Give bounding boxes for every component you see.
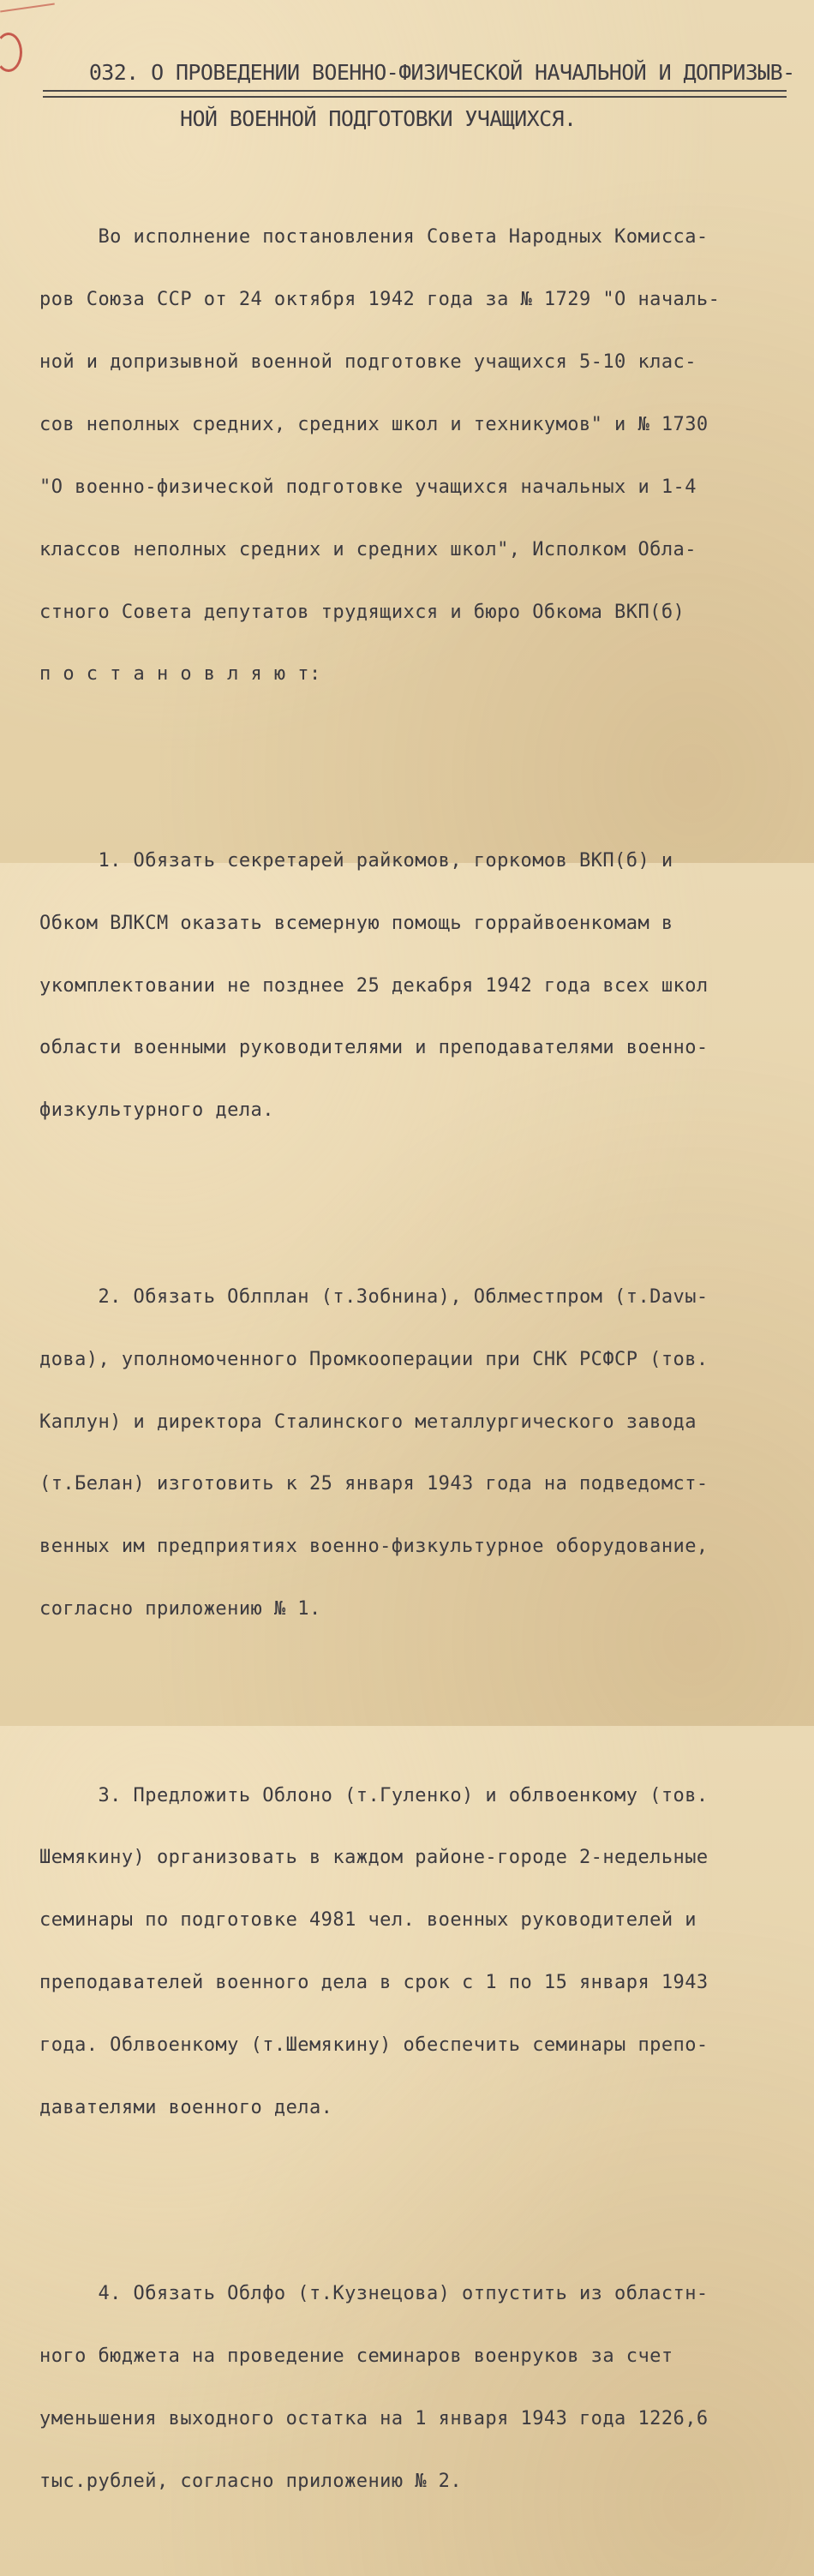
text-line: п о с т а н о в л я ю т: — [39, 663, 321, 686]
item-4-paragraph — [39, 2243, 802, 2534]
title-double-rule — [43, 90, 787, 98]
item-3-paragraph — [39, 1744, 802, 2160]
text-line: 4. Обязать Облфо (т.Кузнецова) отпустить из областн- — [39, 2283, 709, 2305]
text-line: 1. Обязать секретарей райкомов, горкомов ВКП(б) и — [39, 849, 673, 872]
title-line-1: 032. О ПРОВЕДЕНИИ ВОЕННО-ФИЗИЧЕСКОЙ НАЧАЛЬНОЙ И ДОПРИЗЫВ- — [88, 60, 795, 85]
text-line: тыс.рублей, согласно приложению № 2. — [39, 2471, 463, 2493]
text-line: области военными руководителями и преподавателями военно- — [39, 1037, 709, 1059]
text-line: согласно приложению № 1. — [39, 1598, 321, 1620]
text-line: ного бюджета на проведение семинаров военруков за счет — [39, 2345, 673, 2368]
text-line: стного Совета депутатов трудящихся и бюро Обкома ВКП(б) — [39, 601, 685, 623]
text-line: укомплектовании не позднее 25 декабря 1942 года всех школ — [39, 974, 709, 997]
text-line: года. Облвоенкому (т.Шемякину) обеспечить семинары препо- — [39, 2034, 709, 2057]
text-line: семинары по подготовке 4981 чел. военных руководителей и — [39, 1909, 697, 1932]
text-line: сов неполных средних, средних школ и техникумов" и № 1730 — [39, 413, 709, 435]
text-line: 2. Обязать Облплан (т.Зобнина), Облместпром (т.Davы- — [39, 1285, 709, 1308]
text-line: классов неполных средних и средних школ", Исполком Обла- — [39, 538, 697, 560]
text-line: физкультурного дела. — [39, 1099, 274, 1122]
text-line: Шемякину) организовать в каждом районе-городе 2-недельные — [39, 1847, 709, 1869]
item-2-paragraph — [39, 1245, 802, 1662]
red-margin-mark — [0, 33, 22, 72]
text-line: дова), уполномоченного Промкооперации при СНК РСФСР (тов. — [39, 1348, 709, 1370]
intro-paragraph — [39, 186, 802, 728]
text-line: ной и допризывной военной подготовке учащихся 5-10 клас- — [39, 350, 697, 373]
item-1-paragraph — [39, 809, 802, 1163]
text-line: "О военно-физической подготовке учащихся начальных и 1-4 — [39, 476, 697, 498]
text-line: Обком ВЛКСМ оказать всемерную помощь горрайвоенкомам в — [39, 912, 673, 934]
text-line: давателями военного дела. — [39, 2097, 333, 2119]
text-line: 3. Предложить Облоно (т.Гуленко) и облвоенкому (тов. — [39, 1784, 709, 1806]
document-body — [39, 144, 802, 2576]
red-pencil-stroke — [0, 3, 55, 13]
text-line: Во исполнение постановления Совета Народных Комисса- — [39, 226, 709, 249]
text-line: (т.Белан) изготовить к 25 января 1943 года на подведомст- — [39, 1473, 709, 1495]
text-line: Каплун) и директора Сталинского металлургического завода — [39, 1411, 697, 1433]
text-line: преподавателей военного дела в срок с 1 по 15 января 1943 — [39, 1972, 709, 1994]
text-line: ров Союза ССР от 24 октября 1942 года за № 1729 "О началь- — [39, 289, 721, 311]
text-line: венных им предприятиях военно-физкультурное оборудование, — [39, 1536, 709, 1558]
title-line-2: НОЙ ВОЕННОЙ ПОДГОТОВКИ УЧАЩИХСЯ. — [180, 106, 577, 131]
text-line: уменьшения выходного остатка на 1 января 1943 года 1226,6 — [39, 2408, 709, 2430]
